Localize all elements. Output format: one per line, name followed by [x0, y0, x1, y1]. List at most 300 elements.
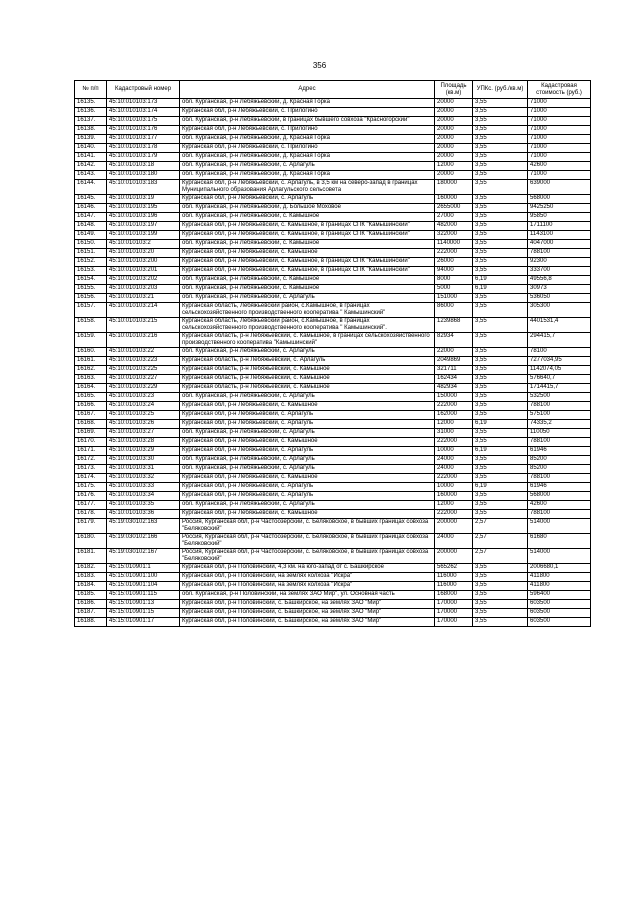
cell-upks: 3,55 [473, 456, 528, 465]
cell-address: обл. Курганская, р-н Лебяжьевский, с. Арлагуль [180, 429, 435, 438]
cell-area: 160000 [435, 195, 473, 204]
cell-cadastral-cost: 110050 [528, 429, 591, 438]
cell-number: 16150. [75, 240, 107, 249]
cell-upks: 3,55 [473, 171, 528, 180]
cell-address: Курганская обл, р-н Лебяжьевский, с. Арлагуль [180, 483, 435, 492]
cell-upks: 3,55 [473, 348, 528, 357]
cell-upks: 3,55 [473, 153, 528, 162]
cell-number: 16147. [75, 213, 107, 222]
cell-area: 24000 [435, 465, 473, 474]
cell-area: 12000 [435, 162, 473, 171]
cell-area: 94000 [435, 267, 473, 276]
cell-number: 16183. [75, 573, 107, 582]
cell-address: Курганская обл, р-н Половинский, на землях колхоза "Искра" [180, 582, 435, 591]
cell-cadastral-number: 45:10:010103:225 [107, 366, 180, 375]
cell-upks: 3,55 [473, 144, 528, 153]
cell-cadastral-number: 45:10:010103:31 [107, 465, 180, 474]
table-row [75, 249, 591, 258]
cell-upks: 3,55 [473, 591, 528, 600]
table-row [75, 384, 591, 393]
cell-number: 16148. [75, 222, 107, 231]
cell-address: обл. Курганская, р-н Половинский, на землях ЗАО Мир", ул. Основная часть [180, 591, 435, 600]
cell-cadastral-cost: 71000 [528, 108, 591, 117]
table-row [75, 564, 591, 573]
cell-area: 2049869 [435, 357, 473, 366]
table-row [75, 600, 591, 609]
cell-number: 16164. [75, 384, 107, 393]
cell-cadastral-number: 45:10:010103:22 [107, 348, 180, 357]
cell-upks: 3,55 [473, 465, 528, 474]
cell-cadastral-cost: 411800 [528, 582, 591, 591]
table-row [75, 573, 591, 582]
cell-area: 222000 [435, 510, 473, 519]
cell-area: 86000 [435, 303, 473, 318]
cell-number: 16149. [75, 231, 107, 240]
table-row [75, 438, 591, 447]
cell-address: Курганская обл, р-н Лебяжьевский, с. Прилогино [180, 108, 435, 117]
cell-area: 10000 [435, 483, 473, 492]
table-row [75, 465, 591, 474]
cell-cadastral-number: 45:10:010103:21 [107, 294, 180, 303]
cell-address: обл. Курганская, р-н Лебяжьевский, с. Камышное [180, 213, 435, 222]
cell-area: 160000 [435, 492, 473, 501]
cell-cadastral-number: 45:10:010103:33 [107, 483, 180, 492]
cell-number: 16151. [75, 249, 107, 258]
cell-address: обл. Курганская, р-н Лебяжьевский, с. Арлагуль [180, 393, 435, 402]
cell-cadastral-number: 45:10:010103:214 [107, 303, 180, 318]
cell-cadastral-cost: 85200 [528, 456, 591, 465]
cell-upks: 3,55 [473, 582, 528, 591]
table-row [75, 402, 591, 411]
cell-address: Курганская область, р-н Лебяжьевский, с. Арлагуль [180, 357, 435, 366]
cell-number: 16173. [75, 465, 107, 474]
cell-address: обл. Курганская, р-н Лебяжьевский, с. Арлагуль [180, 294, 435, 303]
cell-upks: 3,55 [473, 108, 528, 117]
cell-address: Курганская область, р-н Лебяжьевский, с. Камышное [180, 375, 435, 384]
cell-cadastral-cost: 71000 [528, 153, 591, 162]
cell-area: 321711 [435, 366, 473, 375]
cell-cadastral-cost: 333700 [528, 267, 591, 276]
cell-address: обл. Курганская, р-н Лебяжьевский, с. Арлагуль [180, 465, 435, 474]
cell-cadastral-number: 45:15:010901:1 [107, 564, 180, 573]
cell-cadastral-cost: 568000 [528, 195, 591, 204]
cell-address: Курганская обл, р-н Лебяжьевский, с. Камышное [180, 474, 435, 483]
cell-number: 16136. [75, 108, 107, 117]
cell-number: 16138. [75, 126, 107, 135]
cell-cadastral-cost: 514000 [528, 519, 591, 534]
cell-area: 116000 [435, 582, 473, 591]
cell-number: 16142. [75, 162, 107, 171]
cell-area: 482934 [435, 384, 473, 393]
cell-address: Курганская обл, р-н Лебяжьевский, с. Арлагуль [180, 195, 435, 204]
cell-address: Курганская обл, р-н Половинский, с. Башкирское, на землях ЗАО "Мир" [180, 600, 435, 609]
cell-cadastral-cost: 71000 [528, 126, 591, 135]
cell-address: обл. Курганская, р-н Лебяжьевский, с. Арлагуль [180, 501, 435, 510]
cell-address: обл. Курганская, р-н Лебяжьевский, д. Большое Моховое [180, 204, 435, 213]
cell-cadastral-number: 45:10:010103:202 [107, 276, 180, 285]
cell-upks: 3,55 [473, 267, 528, 276]
cell-cadastral-cost: 603500 [528, 609, 591, 618]
cell-area: 24000 [435, 534, 473, 549]
table-row [75, 375, 591, 384]
cell-cadastral-cost: 788100 [528, 402, 591, 411]
cell-cadastral-number: 45:10:010103:216 [107, 333, 180, 348]
cell-address: обл. Курганская, р-н Лебяжьевский, с. Арлагуль [180, 348, 435, 357]
cell-cadastral-cost: 788100 [528, 249, 591, 258]
cell-cadastral-number: 45:15:010901:104 [107, 582, 180, 591]
cell-area: 150000 [435, 393, 473, 402]
cell-upks: 3,55 [473, 258, 528, 267]
cell-cadastral-number: 45:15:010901:17 [107, 618, 180, 627]
table-row [75, 135, 591, 144]
cell-upks: 3,55 [473, 180, 528, 195]
table-header-row [75, 81, 591, 99]
cell-cadastral-number: 45:10:010103:25 [107, 411, 180, 420]
cell-cadastral-cost: 71000 [528, 171, 591, 180]
cell-area: 116000 [435, 573, 473, 582]
cell-number: 16186. [75, 600, 107, 609]
cell-area: 162000 [435, 411, 473, 420]
cell-cadastral-number: 45:10:010103:28 [107, 438, 180, 447]
cell-cadastral-cost: 71000 [528, 135, 591, 144]
cell-number: 16188. [75, 618, 107, 627]
cell-number: 16165. [75, 393, 107, 402]
cell-area: 565262 [435, 564, 473, 573]
cell-address: обл. Курганская, р-н Лебяжьевский, д. Красная Горка [180, 153, 435, 162]
cell-area: 5000 [435, 285, 473, 294]
cell-address: обл. Курганская, р-н Лебяжьевский, д. Красная Горка [180, 135, 435, 144]
table-row [75, 144, 591, 153]
cell-address: Курганская обл, р-н Половинский, с. Башкирское, на землях ЗАО "Мир" [180, 618, 435, 627]
cell-address: Курганская область, Лебяжьевский район, с.Камышное, в границах сельскохозяйственного производственного кооператива " Камышинский" [180, 303, 435, 318]
cell-area: 22000 [435, 348, 473, 357]
cell-number: 16181. [75, 549, 107, 564]
table-row [75, 153, 591, 162]
cell-cadastral-number: 45:10:010103:179 [107, 153, 180, 162]
cell-cadastral-cost: 596400 [528, 591, 591, 600]
cell-area: 200000 [435, 519, 473, 534]
cell-number: 16153. [75, 267, 107, 276]
cell-address: Курганская обл, р-н Половинский, 4,3 км. на юго-запад от с. Башкирское [180, 564, 435, 573]
cell-area: 20000 [435, 117, 473, 126]
cell-area: 20000 [435, 144, 473, 153]
cell-cadastral-cost: 576640,7 [528, 375, 591, 384]
cell-cadastral-cost: 536050 [528, 294, 591, 303]
cell-number: 16170. [75, 438, 107, 447]
cell-number: 16156. [75, 294, 107, 303]
cell-cadastral-number: 45:10:010103:196 [107, 213, 180, 222]
cell-cadastral-number: 45:15:010901:15 [107, 609, 180, 618]
cell-upks: 3,55 [473, 357, 528, 366]
cell-number: 16187. [75, 609, 107, 618]
cell-cadastral-number: 45:10:010103:175 [107, 117, 180, 126]
table-row [75, 447, 591, 456]
cell-cadastral-cost: 1711100 [528, 222, 591, 231]
table-row [75, 294, 591, 303]
cell-upks: 6,19 [473, 420, 528, 429]
cell-upks: 6,19 [473, 276, 528, 285]
cell-cadastral-cost: 305300 [528, 303, 591, 318]
header-number: № п/п [75, 81, 107, 99]
cell-cadastral-cost: 1714415,7 [528, 384, 591, 393]
table-row [75, 267, 591, 276]
cell-number: 16185. [75, 591, 107, 600]
cell-area: 170000 [435, 600, 473, 609]
cell-number: 16179. [75, 519, 107, 534]
cell-cadastral-cost: 42600 [528, 162, 591, 171]
cell-cadastral-number: 45:10:010103:29 [107, 447, 180, 456]
cell-address: Курганская обл, р-н Лебяжьевский, с. Камышное, в границах СПК "Камышинский" [180, 222, 435, 231]
table-row [75, 609, 591, 618]
cell-cadastral-cost: 532500 [528, 393, 591, 402]
cell-address: обл. Курганская, р-н Лебяжьевский, в границах бывшего совхоза "Красногорский" [180, 117, 435, 126]
cell-cadastral-cost: 411800 [528, 573, 591, 582]
cell-number: 16180. [75, 534, 107, 549]
cell-cadastral-number: 45:10:010103:183 [107, 180, 180, 195]
cell-area: 10000 [435, 447, 473, 456]
cell-upks: 3,55 [473, 99, 528, 108]
cell-cadastral-number: 45:10:010103:26 [107, 420, 180, 429]
cell-area: 222000 [435, 474, 473, 483]
cell-cadastral-number: 45:10:010103:223 [107, 357, 180, 366]
table-row [75, 420, 591, 429]
cell-cadastral-number: 45:10:010103:34 [107, 492, 180, 501]
header-area: Площадь (кв.м) [435, 81, 473, 99]
cell-number: 16174. [75, 474, 107, 483]
cell-upks: 2,57 [473, 534, 528, 549]
cell-cadastral-cost: 788100 [528, 510, 591, 519]
cell-address: Курганская обл, р-н Лебяжьевский, с. Камышное [180, 402, 435, 411]
cell-cadastral-number: 45:10:010103:27 [107, 429, 180, 438]
cell-number: 16171. [75, 447, 107, 456]
cadastral-value-table [74, 80, 591, 627]
cell-number: 16176. [75, 492, 107, 501]
cell-cadastral-cost: 294415,7 [528, 333, 591, 348]
cell-number: 16162. [75, 366, 107, 375]
cell-area: 20000 [435, 153, 473, 162]
cell-cadastral-cost: 61946 [528, 483, 591, 492]
cell-upks: 6,19 [473, 285, 528, 294]
cell-upks: 3,55 [473, 501, 528, 510]
cell-area: 222000 [435, 438, 473, 447]
cell-area: 20000 [435, 108, 473, 117]
table-row [75, 366, 591, 375]
cell-number: 16161. [75, 357, 107, 366]
table-row [75, 204, 591, 213]
cell-number: 16158. [75, 318, 107, 333]
cell-upks: 3,55 [473, 564, 528, 573]
cell-area: 222000 [435, 402, 473, 411]
cell-address: Курганская область, р-н Лебяжьевский, с. Камышное [180, 384, 435, 393]
cell-address: обл. Курганская, р-н Лебяжьевский, д. Красная Горка [180, 99, 435, 108]
cell-cadastral-cost: 1143100 [528, 231, 591, 240]
cell-cadastral-number: 45:10:010103:195 [107, 204, 180, 213]
cell-cadastral-number: 45:15:010901:13 [107, 600, 180, 609]
cell-cadastral-number: 45:15:010901:115 [107, 591, 180, 600]
cell-area: 20000 [435, 171, 473, 180]
table-row [75, 519, 591, 534]
cell-cadastral-cost: 95850 [528, 213, 591, 222]
cell-upks: 6,19 [473, 447, 528, 456]
table-row [75, 591, 591, 600]
cell-address: Курганская обл, р-н Лебяжьевский, с. Арлагуль [180, 411, 435, 420]
cell-address: Курганская обл, р-н Лебяжьевский, с. Камышное, в границах СПК "Камышинский" [180, 231, 435, 240]
cell-upks: 3,55 [473, 375, 528, 384]
cell-address: Курганская обл, р-н Лебяжьевский, с. Камышное, в границах СПК "Камышинский" [180, 267, 435, 276]
cell-upks: 3,55 [473, 333, 528, 348]
cell-area: 151000 [435, 294, 473, 303]
cell-cadastral-cost: 71000 [528, 99, 591, 108]
cell-upks: 3,55 [473, 510, 528, 519]
cell-number: 16172. [75, 456, 107, 465]
cell-number: 16135. [75, 99, 107, 108]
header-cadastral-number: Кадастровый номер [107, 81, 180, 99]
cell-address: Курганская обл, р-н Лебяжьевский, с. Камышное, в границах СПК "Камышинский" [180, 258, 435, 267]
cell-number: 16152. [75, 258, 107, 267]
cell-cadastral-number: 45:10:010103:19 [107, 195, 180, 204]
cell-number: 16154. [75, 276, 107, 285]
cell-area: 82934 [435, 333, 473, 348]
cell-cadastral-number: 45:10:010103:178 [107, 144, 180, 153]
cell-cadastral-number: 45:10:010103:227 [107, 375, 180, 384]
cell-area: 24000 [435, 456, 473, 465]
cell-cadastral-cost: 514000 [528, 549, 591, 564]
cell-area: 8000 [435, 276, 473, 285]
cell-cadastral-cost: 61946 [528, 447, 591, 456]
cell-upks: 3,55 [473, 366, 528, 375]
cell-cadastral-cost: 1142074,05 [528, 366, 591, 375]
cell-upks: 3,55 [473, 609, 528, 618]
cell-area: 20000 [435, 135, 473, 144]
cell-number: 16157. [75, 303, 107, 318]
header-cadastral-cost: Кадастровая стоимость (руб.) [528, 81, 591, 99]
cell-upks: 3,55 [473, 600, 528, 609]
table-row [75, 474, 591, 483]
cell-address: обл. Курганская, р-н Лебяжьевский, с. Арлагуль [180, 162, 435, 171]
cell-cadastral-cost: 788100 [528, 474, 591, 483]
cell-cadastral-number: 45:10:010103:23 [107, 393, 180, 402]
cell-upks: 3,55 [473, 618, 528, 627]
cell-cadastral-cost: 71000 [528, 144, 591, 153]
cell-upks: 3,55 [473, 126, 528, 135]
table-row [75, 240, 591, 249]
cell-area: 168000 [435, 591, 473, 600]
cell-cadastral-cost: 7277034,95 [528, 357, 591, 366]
table-row [75, 195, 591, 204]
cell-number: 16139. [75, 135, 107, 144]
cell-upks: 3,55 [473, 438, 528, 447]
cell-cadastral-cost: 2006680,1 [528, 564, 591, 573]
cell-area: 12000 [435, 420, 473, 429]
cell-address: Россия, Курганская обл, р-н Частоозерский, с. Беляковское, в бывших границах совхоза "Беляковский" [180, 519, 435, 534]
cell-upks: 3,55 [473, 411, 528, 420]
table-row [75, 492, 591, 501]
cell-upks: 3,55 [473, 429, 528, 438]
cell-cadastral-number: 45:10:010103:24 [107, 402, 180, 411]
cell-cadastral-cost: 4401531,4 [528, 318, 591, 333]
cell-number: 16169. [75, 429, 107, 438]
cell-area: 2655000 [435, 204, 473, 213]
cell-cadastral-number: 45:10:010103:197 [107, 222, 180, 231]
cell-area: 12000 [435, 501, 473, 510]
table-row [75, 618, 591, 627]
table-row [75, 582, 591, 591]
table-row [75, 483, 591, 492]
cell-area: 180000 [435, 180, 473, 195]
cell-cadastral-number: 45:10:010103:173 [107, 99, 180, 108]
cell-cadastral-number: 45:10:010103:174 [107, 108, 180, 117]
cell-cadastral-number: 45:10:010103:203 [107, 285, 180, 294]
cell-number: 16167. [75, 411, 107, 420]
cell-address: Курганская область, р-н Лебяжьевский, с. Камышное [180, 366, 435, 375]
cell-address: Курганская обл, р-н Лебяжьевский, с. Арлагуль [180, 447, 435, 456]
cell-number: 16144. [75, 180, 107, 195]
table-row [75, 501, 591, 510]
table-row [75, 348, 591, 357]
cell-number: 16159. [75, 333, 107, 348]
cell-upks: 3,55 [473, 162, 528, 171]
cell-upks: 3,55 [473, 231, 528, 240]
cell-upks: 3,55 [473, 294, 528, 303]
cell-number: 16168. [75, 420, 107, 429]
table-row [75, 222, 591, 231]
cell-address: Курганская обл, р-н Лебяжьевский, с. Камышное [180, 510, 435, 519]
cell-cadastral-number: 45:10:010103:177 [107, 135, 180, 144]
cell-area: 31000 [435, 429, 473, 438]
cell-cadastral-cost: 575100 [528, 411, 591, 420]
cell-cadastral-number: 45:10:010103:32 [107, 474, 180, 483]
cell-area: 27000 [435, 213, 473, 222]
cell-cadastral-cost: 30973 [528, 285, 591, 294]
cell-number: 16163. [75, 375, 107, 384]
cell-cadastral-number: 45:10:010103:215 [107, 318, 180, 333]
cell-number: 16160. [75, 348, 107, 357]
cell-cadastral-cost: 568000 [528, 492, 591, 501]
page-number: 356 [312, 61, 327, 70]
table-row [75, 549, 591, 564]
cell-address: Курганская обл, р-н Половинский, с. Башкирское, на землях ЗАО "Мир" [180, 609, 435, 618]
header-upks: УПКс. (руб./кв.м) [473, 81, 528, 99]
table-row [75, 126, 591, 135]
cell-area: 322000 [435, 231, 473, 240]
cell-number: 16182. [75, 564, 107, 573]
table-row [75, 276, 591, 285]
cell-address: обл. Курганская, р-н Лебяжьевский, с. Арлагуль [180, 456, 435, 465]
table-row [75, 99, 591, 108]
cell-number: 16184. [75, 582, 107, 591]
cell-cadastral-cost: 92300 [528, 258, 591, 267]
header-address: Адрес [180, 81, 435, 99]
cell-address: обл. Курганская, р-н Лебяжьевский, д. Красная Горка [180, 171, 435, 180]
table-row [75, 285, 591, 294]
cell-number: 16146. [75, 204, 107, 213]
cell-cadastral-number: 45:10:010103:20 [107, 249, 180, 258]
cell-number: 16143. [75, 171, 107, 180]
table-row [75, 318, 591, 333]
table-row [75, 231, 591, 240]
table-row [75, 411, 591, 420]
cell-upks: 3,55 [473, 204, 528, 213]
cell-cadastral-number: 45:10:010103:201 [107, 267, 180, 276]
cell-cadastral-number: 45:19:030102:163 [107, 519, 180, 534]
cell-area: 162434 [435, 375, 473, 384]
cell-cadastral-number: 45:10:010103:229 [107, 384, 180, 393]
cell-upks: 3,55 [473, 402, 528, 411]
table-row [75, 534, 591, 549]
cell-address: Курганская область, р-н Лебяжьевский, с. Камышное, в границах сельскохозяйственного производственного кооператива "Камышинский" [180, 333, 435, 348]
cell-area: 222000 [435, 249, 473, 258]
cell-cadastral-number: 45:10:010103:176 [107, 126, 180, 135]
